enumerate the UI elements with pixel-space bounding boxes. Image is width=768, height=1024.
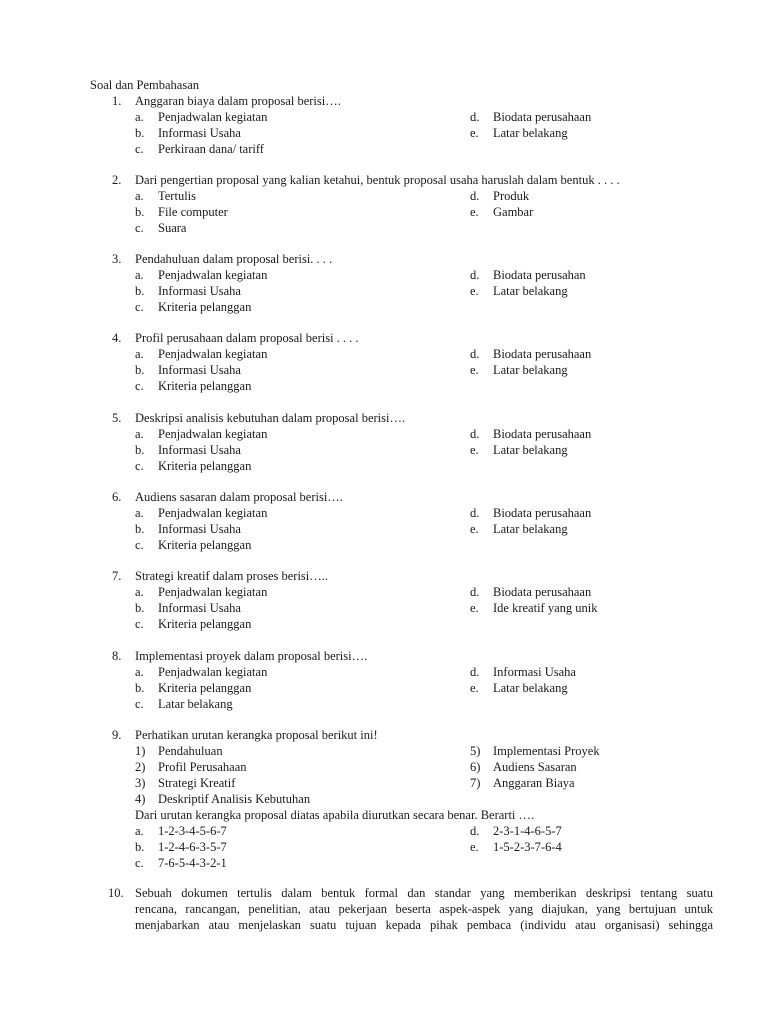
- item-number: 4): [135, 792, 146, 806]
- option-text: Latar belakang: [158, 697, 233, 711]
- option-text: Penjadwalan kegiatan: [158, 268, 268, 282]
- question-text: Audiens sasaran dalam proposal berisi….: [135, 490, 343, 504]
- option-letter: d.: [470, 585, 480, 599]
- question-text: Implementasi proyek dalam proposal berisi….: [135, 649, 368, 663]
- option-letter: e.: [470, 126, 479, 140]
- option-letter: c.: [135, 300, 144, 314]
- option-text: Kriteria pelanggan: [158, 300, 252, 314]
- option-text: Penjadwalan kegiatan: [158, 427, 268, 441]
- question-text: Deskripsi analisis kebutuhan dalam proposal berisi….: [135, 411, 406, 425]
- option-letter: d.: [470, 824, 480, 838]
- option-letter: d.: [470, 506, 480, 520]
- question-number: 6.: [112, 490, 122, 504]
- option-text: Informasi Usaha: [158, 363, 241, 377]
- question-text: Anggaran biaya dalam proposal berisi….: [135, 94, 341, 108]
- option-text: File computer: [158, 205, 228, 219]
- question-text: Dari pengertian proposal yang kalian ketahui, bentuk proposal usaha haruslah dalam bentuk . . . .: [135, 173, 620, 187]
- option-letter: b.: [135, 522, 145, 536]
- question-text: Perhatikan urutan kerangka proposal berikut ini!: [135, 728, 378, 742]
- option-text: 1-2-3-4-5-6-7: [158, 824, 227, 838]
- question-7: [0, 568, 768, 632]
- question-text: Strategi kreatif dalam proses berisi…..: [135, 569, 328, 583]
- option-text: Kriteria pelanggan: [158, 538, 252, 552]
- option-text: 7-6-5-4-3-2-1: [158, 856, 227, 870]
- option-text: Kriteria pelanggan: [158, 379, 252, 393]
- option-text: 1-2-4-6-3-5-7: [158, 840, 227, 854]
- option-letter: a.: [135, 585, 144, 599]
- item-text: Anggaran Biaya: [493, 776, 575, 790]
- option-text: Biodata perusahaan: [493, 347, 592, 361]
- item-text: Profil Perusahaan: [158, 760, 247, 774]
- question-8: [0, 648, 768, 712]
- item-number: 7): [470, 776, 481, 790]
- option-letter: b.: [135, 126, 145, 140]
- option-text: Ide kreatif yang unik: [493, 601, 598, 615]
- option-text: Kriteria pelanggan: [158, 681, 252, 695]
- option-letter: b.: [135, 681, 145, 695]
- option-text: Informasi Usaha: [158, 284, 241, 298]
- option-letter: c.: [135, 617, 144, 631]
- item-number: 1): [135, 744, 146, 758]
- question-text: Profil perusahaan dalam proposal berisi . . . .: [135, 331, 359, 345]
- document-title: Soal dan Pembahasan: [90, 78, 200, 92]
- question-text-line: rencana, rancangan, penelitian, atau pekerjaan beserta aspek-aspek yang diajukan, yang bertujuan untuk: [135, 902, 713, 916]
- option-text: Latar belakang: [493, 681, 568, 695]
- option-letter: c.: [135, 459, 144, 473]
- option-letter: a.: [135, 189, 144, 203]
- option-letter: e.: [470, 443, 479, 457]
- option-text: Informasi Usaha: [158, 601, 241, 615]
- option-text: Informasi Usaha: [493, 665, 576, 679]
- option-text: Informasi Usaha: [158, 126, 241, 140]
- option-letter: e.: [470, 522, 479, 536]
- option-text: Informasi Usaha: [158, 443, 241, 457]
- question-4: [0, 330, 768, 394]
- question-3: [0, 251, 768, 315]
- option-letter: d.: [470, 665, 480, 679]
- option-letter: e.: [470, 681, 479, 695]
- option-text: 2-3-1-4-6-5-7: [493, 824, 562, 838]
- option-letter: d.: [470, 189, 480, 203]
- question-number: 10.: [108, 886, 124, 900]
- question-number: 4.: [112, 331, 122, 345]
- question-1: [0, 93, 768, 157]
- option-letter: c.: [135, 697, 144, 711]
- option-letter: c.: [135, 379, 144, 393]
- option-text: Suara: [158, 221, 187, 235]
- question-6: [0, 489, 768, 553]
- option-letter: a.: [135, 110, 144, 124]
- option-text: Biodata perusahan: [493, 268, 586, 282]
- option-letter: b.: [135, 840, 145, 854]
- question-prompt: Dari urutan kerangka proposal diatas apabila diurutkan secara benar. Berarti ….: [135, 808, 535, 822]
- item-number: 3): [135, 776, 146, 790]
- option-letter: e.: [470, 284, 479, 298]
- option-letter: e.: [470, 363, 479, 377]
- item-text: Pendahuluan: [158, 744, 223, 758]
- item-text: Audiens Sasaran: [493, 760, 577, 774]
- option-text: Penjadwalan kegiatan: [158, 665, 268, 679]
- item-number: 6): [470, 760, 481, 774]
- question-number: 8.: [112, 649, 122, 663]
- question-number: 7.: [112, 569, 122, 583]
- option-text: Penjadwalan kegiatan: [158, 506, 268, 520]
- option-text: Latar belakang: [493, 522, 568, 536]
- option-text: Biodata perusahaan: [493, 506, 592, 520]
- question-9: [0, 727, 768, 871]
- option-text: Latar belakang: [493, 284, 568, 298]
- option-text: Produk: [493, 189, 530, 203]
- question-2: [0, 172, 768, 236]
- option-text: Biodata perusahaan: [493, 427, 592, 441]
- question-number: 1.: [112, 94, 122, 108]
- option-text: Biodata perusahaan: [493, 585, 592, 599]
- option-text: Gambar: [493, 205, 534, 219]
- question-number: 3.: [112, 252, 122, 266]
- option-text: 1-5-2-3-7-6-4: [493, 840, 562, 854]
- option-text: Informasi Usaha: [158, 522, 241, 536]
- option-letter: c.: [135, 856, 144, 870]
- question-number: 9.: [112, 728, 122, 742]
- option-letter: d.: [470, 427, 480, 441]
- option-letter: b.: [135, 284, 145, 298]
- option-text: Penjadwalan kegiatan: [158, 110, 268, 124]
- option-text: Kriteria pelanggan: [158, 617, 252, 631]
- option-text: Latar belakang: [493, 363, 568, 377]
- option-letter: b.: [135, 363, 145, 377]
- option-letter: c.: [135, 142, 144, 156]
- option-letter: c.: [135, 538, 144, 552]
- option-letter: d.: [470, 110, 480, 124]
- option-letter: e.: [470, 205, 479, 219]
- option-letter: e.: [470, 601, 479, 615]
- option-letter: b.: [135, 205, 145, 219]
- option-letter: a.: [135, 427, 144, 441]
- option-letter: c.: [135, 221, 144, 235]
- option-text: Kriteria pelanggan: [158, 459, 252, 473]
- option-text: Biodata perusahaan: [493, 110, 592, 124]
- option-letter: a.: [135, 347, 144, 361]
- item-text: Strategi Kreatif: [158, 776, 236, 790]
- option-letter: b.: [135, 443, 145, 457]
- option-letter: b.: [135, 601, 145, 615]
- option-letter: a.: [135, 506, 144, 520]
- option-text: Penjadwalan kegiatan: [158, 585, 268, 599]
- option-text: Latar belakang: [493, 126, 568, 140]
- option-text: Penjadwalan kegiatan: [158, 347, 268, 361]
- question-number: 2.: [112, 173, 122, 187]
- option-letter: d.: [470, 347, 480, 361]
- item-number: 2): [135, 760, 146, 774]
- item-text: Implementasi Proyek: [493, 744, 600, 758]
- option-text: Perkiraan dana/ tariff: [158, 142, 264, 156]
- option-letter: a.: [135, 824, 144, 838]
- option-letter: e.: [470, 840, 479, 854]
- option-letter: a.: [135, 665, 144, 679]
- question-text: Pendahuluan dalam proposal berisi. . . .: [135, 252, 333, 266]
- option-letter: a.: [135, 268, 144, 282]
- option-letter: d.: [470, 268, 480, 282]
- question-number: 5.: [112, 411, 122, 425]
- option-text: Tertulis: [158, 189, 197, 203]
- question-5: [0, 410, 768, 474]
- option-text: Latar belakang: [493, 443, 568, 457]
- question-text-line: Sebuah dokumen tertulis dalam bentuk formal dan standar yang memberikan deskripsi tentang suatu: [135, 886, 713, 900]
- item-text: Deskriptif Analisis Kebutuhan: [158, 792, 311, 806]
- question-text-line: menjabarkan atau menjelaskan suatu tujuan kepada pihak pembaca (individu atau organisasi) sehingga: [135, 918, 713, 932]
- item-number: 5): [470, 744, 481, 758]
